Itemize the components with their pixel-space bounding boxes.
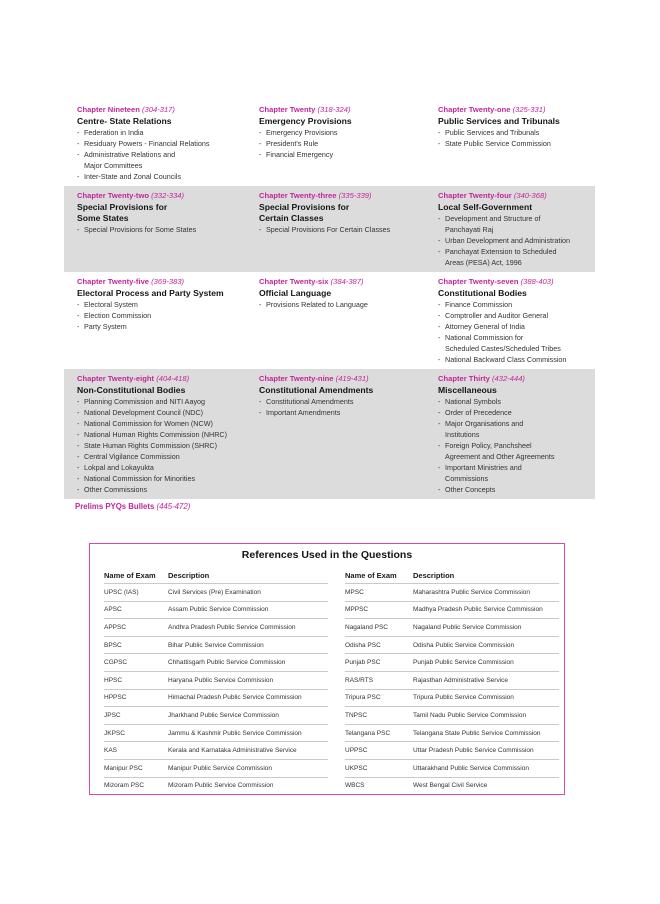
references-right-table <box>345 568 559 794</box>
topic-text: Party System <box>84 322 127 331</box>
topic-text: Scheduled Castes/Scheduled Tribes <box>445 344 561 353</box>
reference-row <box>104 583 328 601</box>
chapter-title <box>259 202 424 224</box>
exam-name: Odisha PSC <box>345 641 381 649</box>
topic-text: Residuary Powers - Financial Relations <box>84 139 210 148</box>
reference-row <box>104 777 328 795</box>
topic-item <box>77 462 246 473</box>
topic-text: State Public Service Commission <box>445 139 551 148</box>
topic-item <box>438 332 595 354</box>
chapter-pages: (318-324) <box>317 105 351 114</box>
topic-text: Major Committees <box>84 161 143 170</box>
topic-text: Major Organisations and <box>445 419 524 428</box>
topic-item <box>77 407 246 418</box>
exam-description: Punjab Public Service Commission <box>413 659 514 667</box>
exam-name: UPPSC <box>345 747 368 755</box>
topic-text: National Commission for Minorities <box>84 474 196 483</box>
chapter-pages: (384-387) <box>330 277 364 286</box>
topic-item <box>259 299 424 310</box>
chapter-heading <box>438 104 595 115</box>
exam-description: Manipur Public Service Commission <box>168 764 273 772</box>
chapter-pages: (304-317) <box>142 105 175 114</box>
topic-item <box>438 462 595 484</box>
chapter-row <box>64 186 595 272</box>
chapter-cell <box>424 369 595 499</box>
topic-item <box>77 138 246 149</box>
chapter-heading <box>438 373 595 384</box>
chapter-cell <box>246 100 424 186</box>
chapter-title-line: Official Language <box>259 288 332 298</box>
chapter-pages: (419-431) <box>335 374 369 383</box>
topic-item <box>77 418 246 429</box>
reference-row <box>104 741 328 759</box>
topic-item <box>438 138 595 149</box>
topic-text: Public Services and Tribunals <box>445 128 540 137</box>
topic-text: Provisions Related to Language <box>266 300 368 309</box>
topic-item <box>77 396 246 407</box>
topic-text: Lokpal and Lokayukta <box>84 463 154 472</box>
topic-item <box>438 396 595 407</box>
chapter-title <box>77 385 246 396</box>
exam-name: Mizoram PSC <box>104 782 145 790</box>
header-description: Description <box>168 571 210 580</box>
reference-row <box>345 583 559 601</box>
reference-row <box>345 653 559 671</box>
chapter-pages: (340-368) <box>513 191 547 200</box>
topic-list <box>259 224 424 235</box>
topic-text: State Human Rights Commission (SHRC) <box>84 441 218 450</box>
exam-name: WBCS <box>345 782 365 790</box>
exam-name: JKPSC <box>104 729 125 737</box>
chapter-number: Chapter Twenty-one <box>438 105 511 114</box>
topic-item <box>77 149 246 171</box>
topic-text: National Development Council (NDC) <box>84 408 204 417</box>
chapter-title <box>77 116 246 127</box>
exam-name: MPPSC <box>345 606 369 614</box>
exam-name: KAS <box>104 747 118 755</box>
exam-name: HPPSC <box>104 694 127 702</box>
chapter-title <box>259 385 424 396</box>
topic-list <box>77 127 246 182</box>
chapter-heading <box>77 190 246 201</box>
chapter-heading <box>259 104 424 115</box>
exam-description: Kerala and Karnataka Administrative Service <box>168 747 297 755</box>
reference-row <box>345 671 559 689</box>
exam-description: Rajasthan Administrative Service <box>413 676 509 684</box>
chapter-pages: (325-331) <box>512 105 546 114</box>
exam-description: Tripura Public Service Commission <box>413 694 514 702</box>
reference-row <box>104 671 328 689</box>
exam-description: Telangana State Public Service Commission <box>413 729 541 737</box>
topic-item <box>77 171 246 182</box>
references-left-table <box>104 568 328 794</box>
topic-list <box>77 299 246 332</box>
topic-text: Other Concepts <box>445 485 496 494</box>
exam-description: Nagaland Public Service Commission <box>413 623 522 631</box>
chapter-number: Chapter Twenty-seven <box>438 277 519 286</box>
topic-item <box>438 235 595 246</box>
exam-name: UKPSC <box>345 764 368 772</box>
chapter-row <box>64 272 595 369</box>
reference-row <box>104 759 328 777</box>
chapter-heading <box>438 276 595 287</box>
prelims-label: Prelims PYQs Bullets <box>75 502 155 511</box>
references-header-row <box>345 568 559 583</box>
chapter-title-line: Non-Constitutional Bodies <box>77 385 186 395</box>
chapter-heading <box>259 373 424 384</box>
exam-description: Andhra Pradesh Public Service Commission <box>168 623 296 631</box>
topic-item <box>438 484 595 495</box>
reference-row <box>104 618 328 636</box>
exam-description: Haryana Public Service Commission <box>168 676 274 684</box>
chapter-title-line: Certain Classes <box>259 213 324 223</box>
chapter-cell <box>246 272 424 369</box>
chapter-cell <box>64 100 246 186</box>
chapter-cell <box>64 272 246 369</box>
reference-row <box>345 636 559 654</box>
reference-row <box>104 724 328 742</box>
chapter-title <box>438 202 595 213</box>
topic-item <box>77 310 246 321</box>
exam-description: Bihar Public Service Commission <box>168 641 264 649</box>
topic-item <box>77 473 246 484</box>
chapter-heading <box>77 373 246 384</box>
chapter-title <box>438 116 595 127</box>
topic-item <box>438 354 595 365</box>
exam-name: MPSC <box>345 588 364 596</box>
topic-item <box>259 224 424 235</box>
chapter-row <box>64 369 595 499</box>
topic-list <box>259 299 424 310</box>
topic-text: Special Provisions for Some States <box>84 225 197 234</box>
chapter-title <box>438 385 595 396</box>
topic-text: Inter-State and Zonal Councils <box>84 172 182 181</box>
chapter-cell <box>424 186 595 272</box>
topic-text: Areas (PESA) Act, 1996 <box>445 258 522 267</box>
chapter-title-line: Centre- State Relations <box>77 116 172 126</box>
topic-list <box>438 396 595 495</box>
topic-item <box>438 418 595 440</box>
reference-row <box>104 636 328 654</box>
chapter-number: Chapter Twenty-two <box>77 191 149 200</box>
topic-item <box>259 138 424 149</box>
topic-item <box>259 127 424 138</box>
exam-description: Himachal Pradesh Public Service Commission <box>168 694 302 702</box>
chapter-title-line: Constitutional Amendments <box>259 385 374 395</box>
prelims-section-heading <box>75 502 190 511</box>
topic-text: Special Provisions For Certain Classes <box>266 225 391 234</box>
exam-name: JPSC <box>104 711 121 719</box>
topic-item <box>438 299 595 310</box>
topic-text: National Human Rights Commission (NHRC) <box>84 430 227 439</box>
reference-row <box>104 689 328 707</box>
header-name-of-exam: Name of Exam <box>345 571 397 580</box>
exam-name: RAS/RTS <box>345 676 374 684</box>
chapter-number: Chapter Thirty <box>438 374 490 383</box>
exam-description: Odisha Public Service Commission <box>413 641 515 649</box>
topic-text: National Backward Class Commission <box>445 355 567 364</box>
topic-list <box>259 127 424 160</box>
topic-item <box>438 440 595 462</box>
topic-item <box>77 484 246 495</box>
chapter-heading <box>77 276 246 287</box>
topic-item <box>438 321 595 332</box>
topic-item <box>77 321 246 332</box>
chapter-title-line: Constitutional Bodies <box>438 288 527 298</box>
chapter-number: Chapter Nineteen <box>77 105 140 114</box>
chapter-row <box>64 100 595 186</box>
topic-item <box>438 127 595 138</box>
topic-text: Administrative Relations and <box>84 150 176 159</box>
chapter-number: Chapter Twenty-three <box>259 191 337 200</box>
reference-row <box>345 689 559 707</box>
exam-name: APSC <box>104 606 122 614</box>
chapter-title-line: Some States <box>77 213 129 223</box>
topic-list <box>77 396 246 495</box>
exam-description: Civil Services (Pre) Examination <box>168 588 261 596</box>
exam-name: Tripura PSC <box>345 694 381 702</box>
chapter-title-line: Special Provisions for <box>259 202 350 212</box>
topic-text: Election Commission <box>84 311 152 320</box>
topic-item <box>438 310 595 321</box>
topic-list <box>259 396 424 418</box>
reference-row <box>345 601 559 619</box>
topic-item <box>77 451 246 462</box>
topic-text: Urban Development and Administration <box>445 236 571 245</box>
exam-description: West Bengal Civil Service <box>413 782 488 790</box>
topic-item <box>438 407 595 418</box>
chapter-heading <box>259 276 424 287</box>
topic-list <box>438 127 595 149</box>
chapter-cell <box>424 100 595 186</box>
topic-text: Financial Emergency <box>266 150 334 159</box>
topic-text: Order of Precedence <box>445 408 512 417</box>
reference-row <box>345 618 559 636</box>
reference-row <box>104 601 328 619</box>
chapter-number: Chapter Twenty-five <box>77 277 150 286</box>
chapter-pages: (388-403) <box>520 277 554 286</box>
topic-text: National Symbols <box>445 397 501 406</box>
chapter-title-line: Public Services and Tribunals <box>438 116 560 126</box>
topic-item <box>77 299 246 310</box>
topic-text: Electoral System <box>84 300 138 309</box>
topic-text: Planning Commission and NITI Aayog <box>84 397 206 406</box>
exam-description: Tamil Nadu Public Service Commission <box>413 711 527 719</box>
chapter-title <box>259 116 424 127</box>
exam-description: Chhattisgarh Public Service Commission <box>168 659 286 667</box>
topic-list <box>438 213 595 268</box>
topic-item <box>77 127 246 138</box>
chapter-title-line: Emergency Provisions <box>259 116 352 126</box>
chapter-title-line: Local Self-Government <box>438 202 533 212</box>
topic-text: President's Rule <box>266 139 319 148</box>
chapter-title <box>259 288 424 299</box>
chapter-pages: (332-334) <box>151 191 185 200</box>
references-header-row <box>104 568 328 583</box>
chapter-cell <box>246 369 424 499</box>
chapter-pages: (369-383) <box>151 277 185 286</box>
chapter-title-line: Electoral Process and Party System <box>77 288 224 298</box>
exam-description: Uttar Pradesh Public Service Commission <box>413 747 534 755</box>
reference-row <box>104 653 328 671</box>
topic-text: Important Ministries and <box>445 463 522 472</box>
chapter-cell <box>246 186 424 272</box>
topic-text: Agreement and Other Agreements <box>445 452 555 461</box>
exam-description: Assam Public Service Commission <box>168 606 269 614</box>
exam-name: TNPSC <box>345 711 368 719</box>
reference-row <box>345 741 559 759</box>
chapter-pages: (432-444) <box>492 374 525 383</box>
chapter-number: Chapter Twenty-six <box>259 277 329 286</box>
topic-text: Comptroller and Auditor General <box>445 311 549 320</box>
chapter-title-line: Miscellaneous <box>438 385 497 395</box>
topic-text: Central Vigilance Commission <box>84 452 180 461</box>
chapter-number: Chapter Twenty-nine <box>259 374 334 383</box>
exam-name: BPSC <box>104 641 122 649</box>
exam-name: UPSC (IAS) <box>104 588 139 596</box>
exam-name: Punjab PSC <box>345 659 381 667</box>
exam-name: CGPSC <box>104 659 128 667</box>
chapter-number: Chapter Twenty-four <box>438 191 512 200</box>
reference-row <box>104 706 328 724</box>
topic-text: Attorney General of India <box>445 322 525 331</box>
topic-text: Development and Structure of <box>445 214 541 223</box>
chapter-title <box>438 288 595 299</box>
topic-text: Federation in India <box>84 128 144 137</box>
chapter-title <box>77 288 246 299</box>
topic-item <box>77 429 246 440</box>
topic-item <box>77 440 246 451</box>
chapter-number: Chapter Twenty <box>259 105 316 114</box>
topic-item <box>259 396 424 407</box>
reference-row <box>345 759 559 777</box>
exam-description: Jharkhand Public Service Commission <box>168 711 279 719</box>
references-box <box>89 543 565 795</box>
topic-text: Panchayat Extension to Scheduled <box>445 247 557 256</box>
exam-description: Jammu & Kashmir Public Service Commission <box>168 729 302 737</box>
chapter-cell <box>64 369 246 499</box>
topic-text: Panchayati Raj <box>445 225 494 234</box>
topic-item <box>259 149 424 160</box>
chapter-heading <box>438 190 595 201</box>
reference-row <box>345 777 559 795</box>
header-description: Description <box>413 571 455 580</box>
exam-description: Mizoram Public Service Commission <box>168 782 274 790</box>
topic-text: Important Amendments <box>266 408 341 417</box>
exam-name: Telangana PSC <box>345 729 391 737</box>
chapter-pages: (404-418) <box>156 374 190 383</box>
topic-text: Finance Commission <box>445 300 513 309</box>
topic-text: National Commission for <box>445 333 524 342</box>
exam-name: Nagaland PSC <box>345 623 388 631</box>
topic-text: Emergency Provisions <box>266 128 338 137</box>
header-name-of-exam: Name of Exam <box>104 571 156 580</box>
exam-description: Uttarakhand Public Service Commission <box>413 764 529 772</box>
topic-text: Institutions <box>445 430 480 439</box>
chapter-title-line: Special Provisions for <box>77 202 168 212</box>
topic-item <box>438 246 595 268</box>
prelims-pages: (445-472) <box>156 502 191 511</box>
reference-row <box>345 724 559 742</box>
chapter-grid <box>64 100 595 499</box>
chapter-cell <box>424 272 595 369</box>
exam-description: Madhya Pradesh Public Service Commission <box>413 606 543 614</box>
reference-row <box>345 706 559 724</box>
topic-item <box>77 224 246 235</box>
exam-description: Maharashtra Public Service Commission <box>413 588 531 596</box>
exam-name: HPSC <box>104 676 123 684</box>
topic-text: Other Commissions <box>84 485 148 494</box>
chapter-heading <box>77 104 246 115</box>
chapter-heading <box>259 190 424 201</box>
chapter-cell <box>64 186 246 272</box>
topic-item <box>438 213 595 235</box>
topic-text: National Commission for Women (NCW) <box>84 419 213 428</box>
references-title: References Used in the Questions <box>241 549 413 561</box>
topic-list <box>438 299 595 365</box>
chapter-number: Chapter Twenty-eight <box>77 374 155 383</box>
topic-list <box>77 224 246 235</box>
topic-text: Foreign Policy, Panchsheel <box>445 441 532 450</box>
topic-text: Constitutional Amendments <box>266 397 354 406</box>
exam-name: Manipur PSC <box>104 764 143 772</box>
chapter-pages: (335-339) <box>338 191 372 200</box>
topic-item <box>259 407 424 418</box>
topic-text: Commissions <box>445 474 489 483</box>
chapter-title <box>77 202 246 224</box>
exam-name: APPSC <box>104 623 127 631</box>
